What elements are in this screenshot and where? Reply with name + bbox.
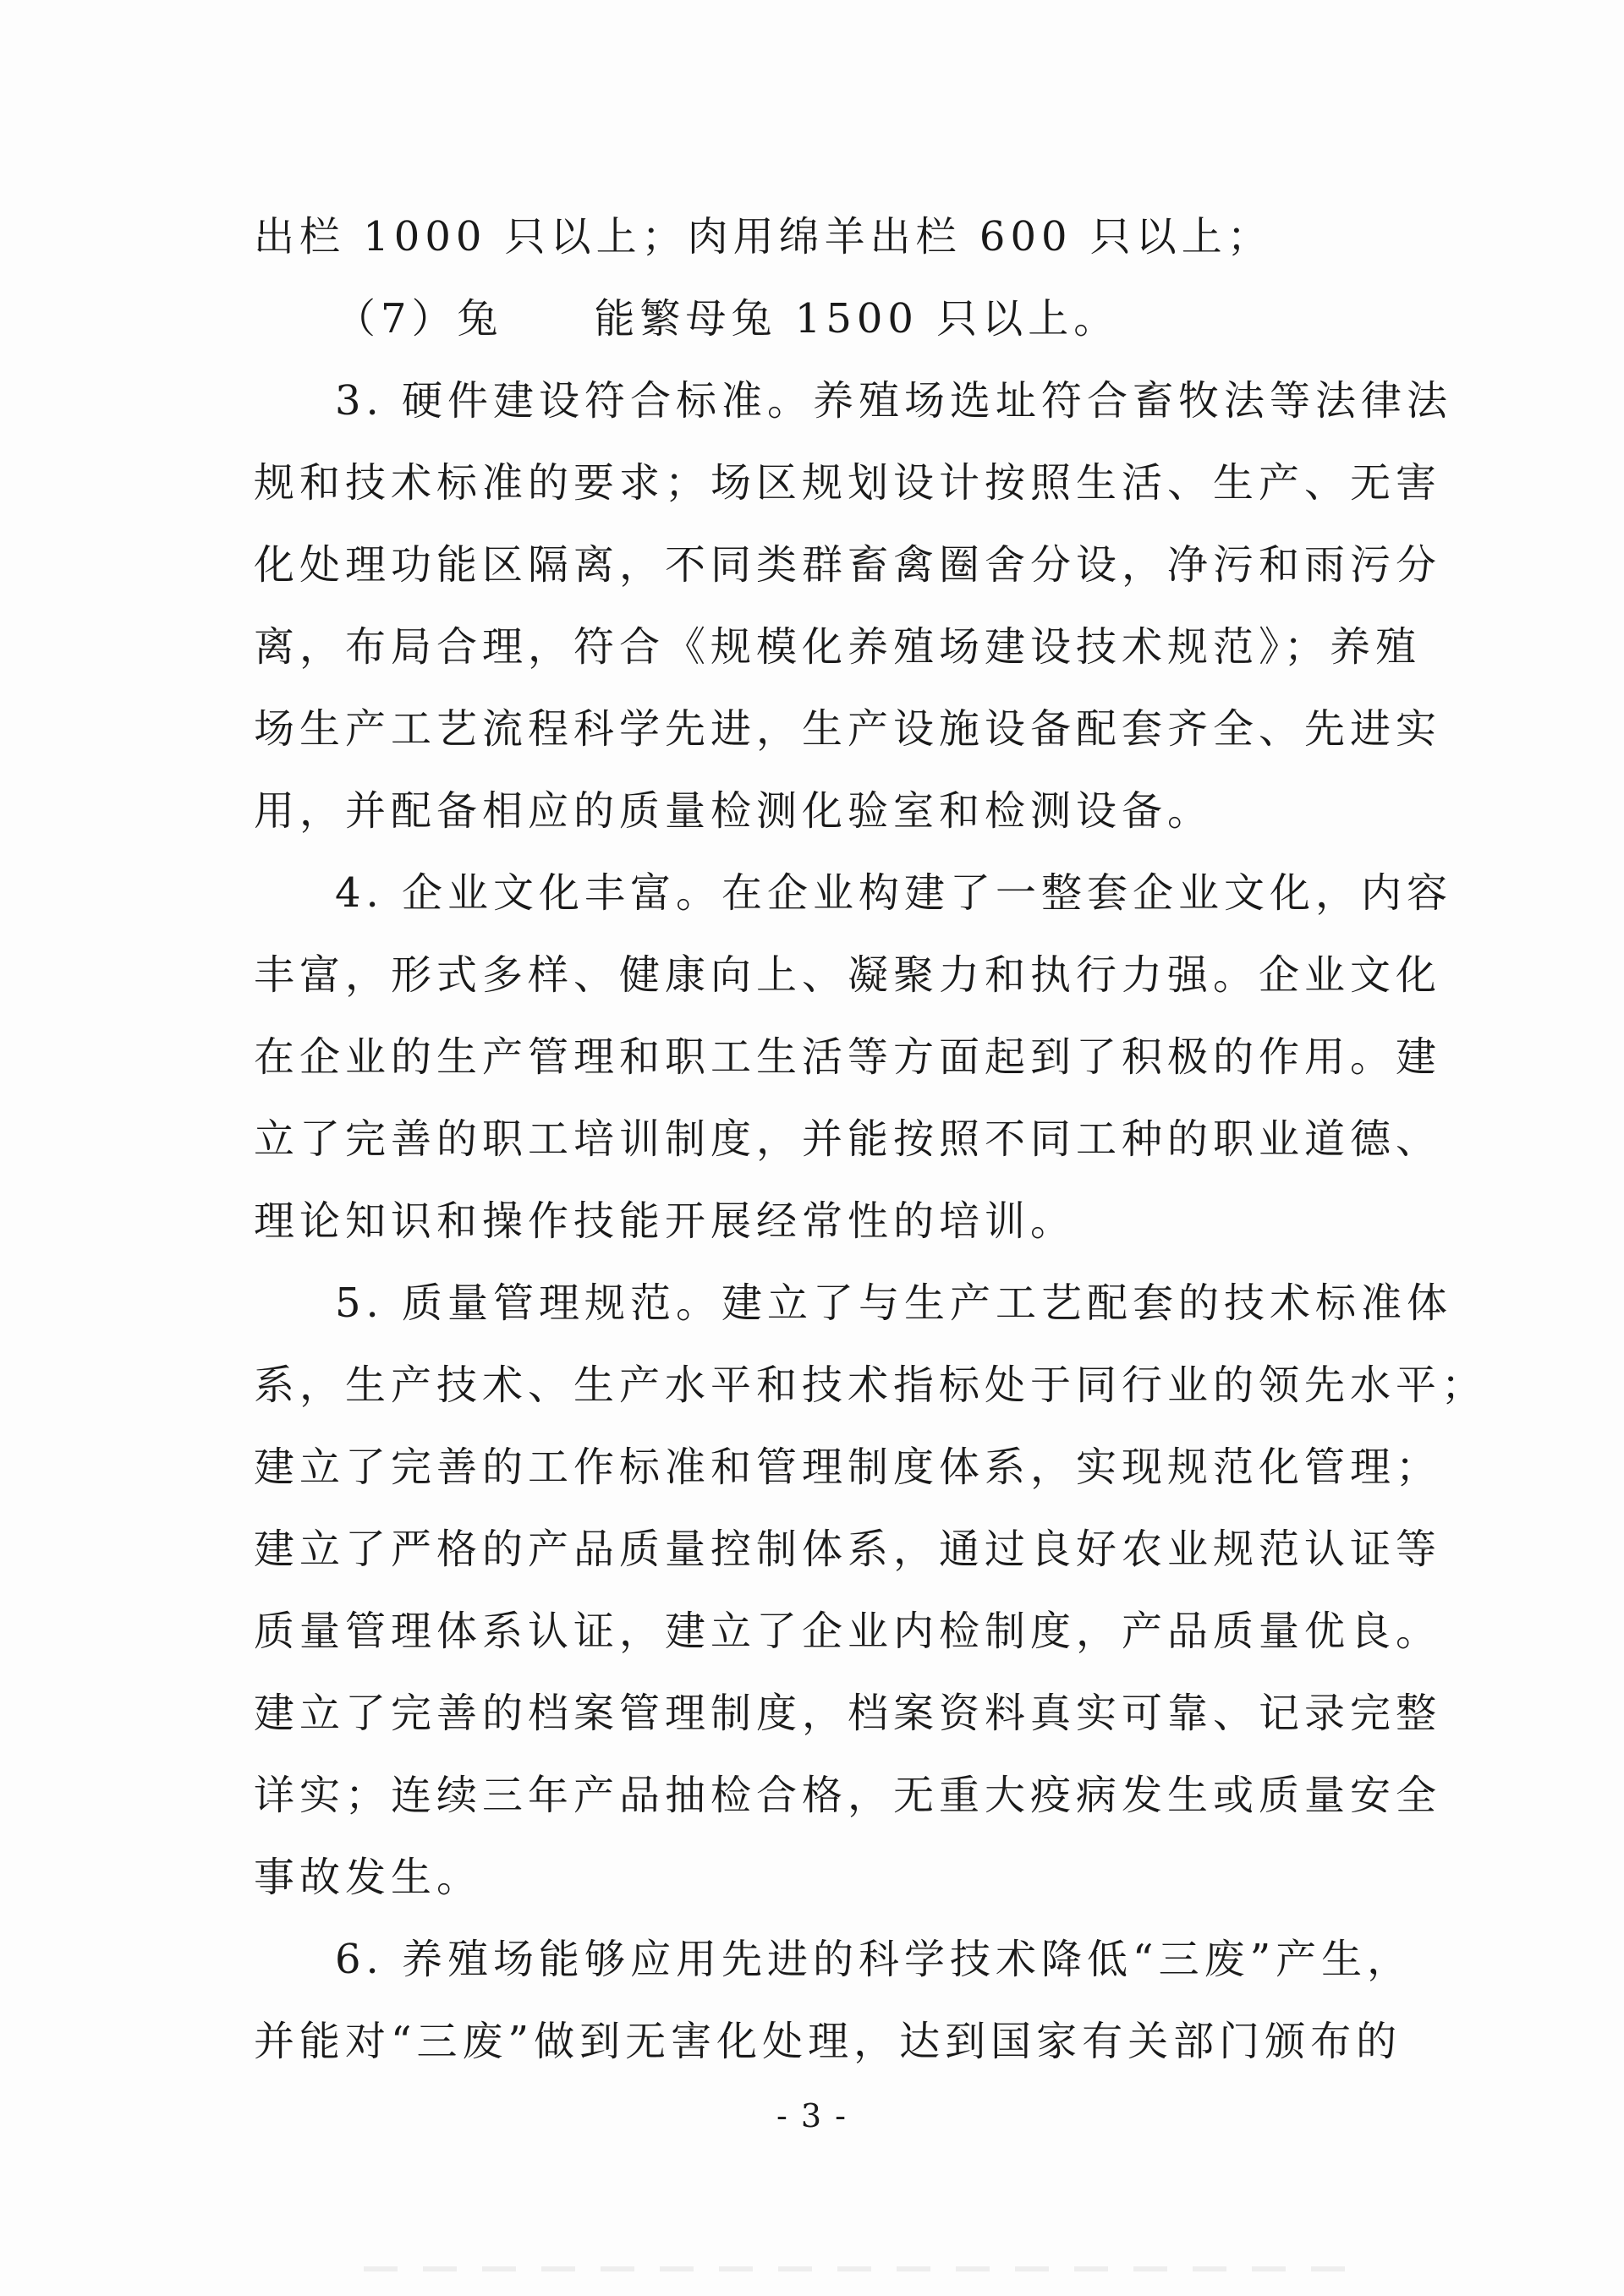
scan-smudge <box>364 2266 1345 2271</box>
text-line: 理论知识和操作技能开展经常性的培训。 <box>254 1197 1077 1245</box>
text-line: 立了完善的职工培训制度，并能按照不同工种的职业道德、 <box>254 1115 1442 1163</box>
text-line: 并能对“三废”做到无害化处理，达到国家有关部门颁布的 <box>254 2018 1402 2065</box>
text-line: 规和技术标准的要求；场区规划设计按照生活、生产、无害 <box>254 459 1442 507</box>
paragraph-heading: 4. 企业文化丰富。在企业构建了一整套企业文化，内容 <box>335 869 1453 917</box>
text-line: 丰富，形式多样、健康向上、凝聚力和执行力强。企业文化 <box>254 951 1442 999</box>
text-line: 化处理功能区隔离，不同类群畜禽圈舍分设，净污和雨污分 <box>254 541 1442 589</box>
text-line: 在企业的生产管理和职工生活等方面起到了积极的作用。建 <box>254 1033 1442 1081</box>
text-line: 出栏 1000 只以上；肉用绵羊出栏 600 只以上； <box>254 213 1273 260</box>
text-line: 质量管理体系认证，建立了企业内检制度，产品质量优良。 <box>254 1608 1442 1655</box>
text-line: 系，生产技术、生产水平和技术指标处于同行业的领先水平； <box>254 1362 1488 1409</box>
text-line: 建立了完善的档案管理制度，档案资料真实可靠、记录完整 <box>254 1690 1442 1737</box>
page-number: - 3 - <box>776 2097 848 2134</box>
paragraph-heading: 5. 质量管理规范。建立了与生产工艺配套的技术标准体 <box>335 1280 1453 1327</box>
paragraph-heading: 3. 硬件建设符合标准。养殖场选址符合畜牧法等法律法 <box>335 377 1453 425</box>
text-line: （7）兔 能繁母兔 1500 只以上。 <box>335 295 1120 342</box>
text-line: 场生产工艺流程科学先进，生产设施设备配套齐全、先进实 <box>254 705 1442 753</box>
text-line: 详实；连续三年产品抽检合格，无重大疫病发生或质量安全 <box>254 1772 1442 1819</box>
text-line: 事故发生。 <box>254 1854 483 1901</box>
text-line: 建立了完善的工作标准和管理制度体系，实现规范化管理； <box>254 1444 1442 1491</box>
text-line: 用，并配备相应的质量检测化验室和检测设备。 <box>254 787 1214 835</box>
text-line: 离，布局合理，符合《规模化养殖场建设技术规范》；养殖 <box>254 623 1422 671</box>
paragraph-heading: 6. 养殖场能够应用先进的科学技术降低“三废”产生， <box>335 1936 1413 1983</box>
text-line: 建立了严格的产品质量控制体系，通过良好农业规范认证等 <box>254 1526 1442 1573</box>
